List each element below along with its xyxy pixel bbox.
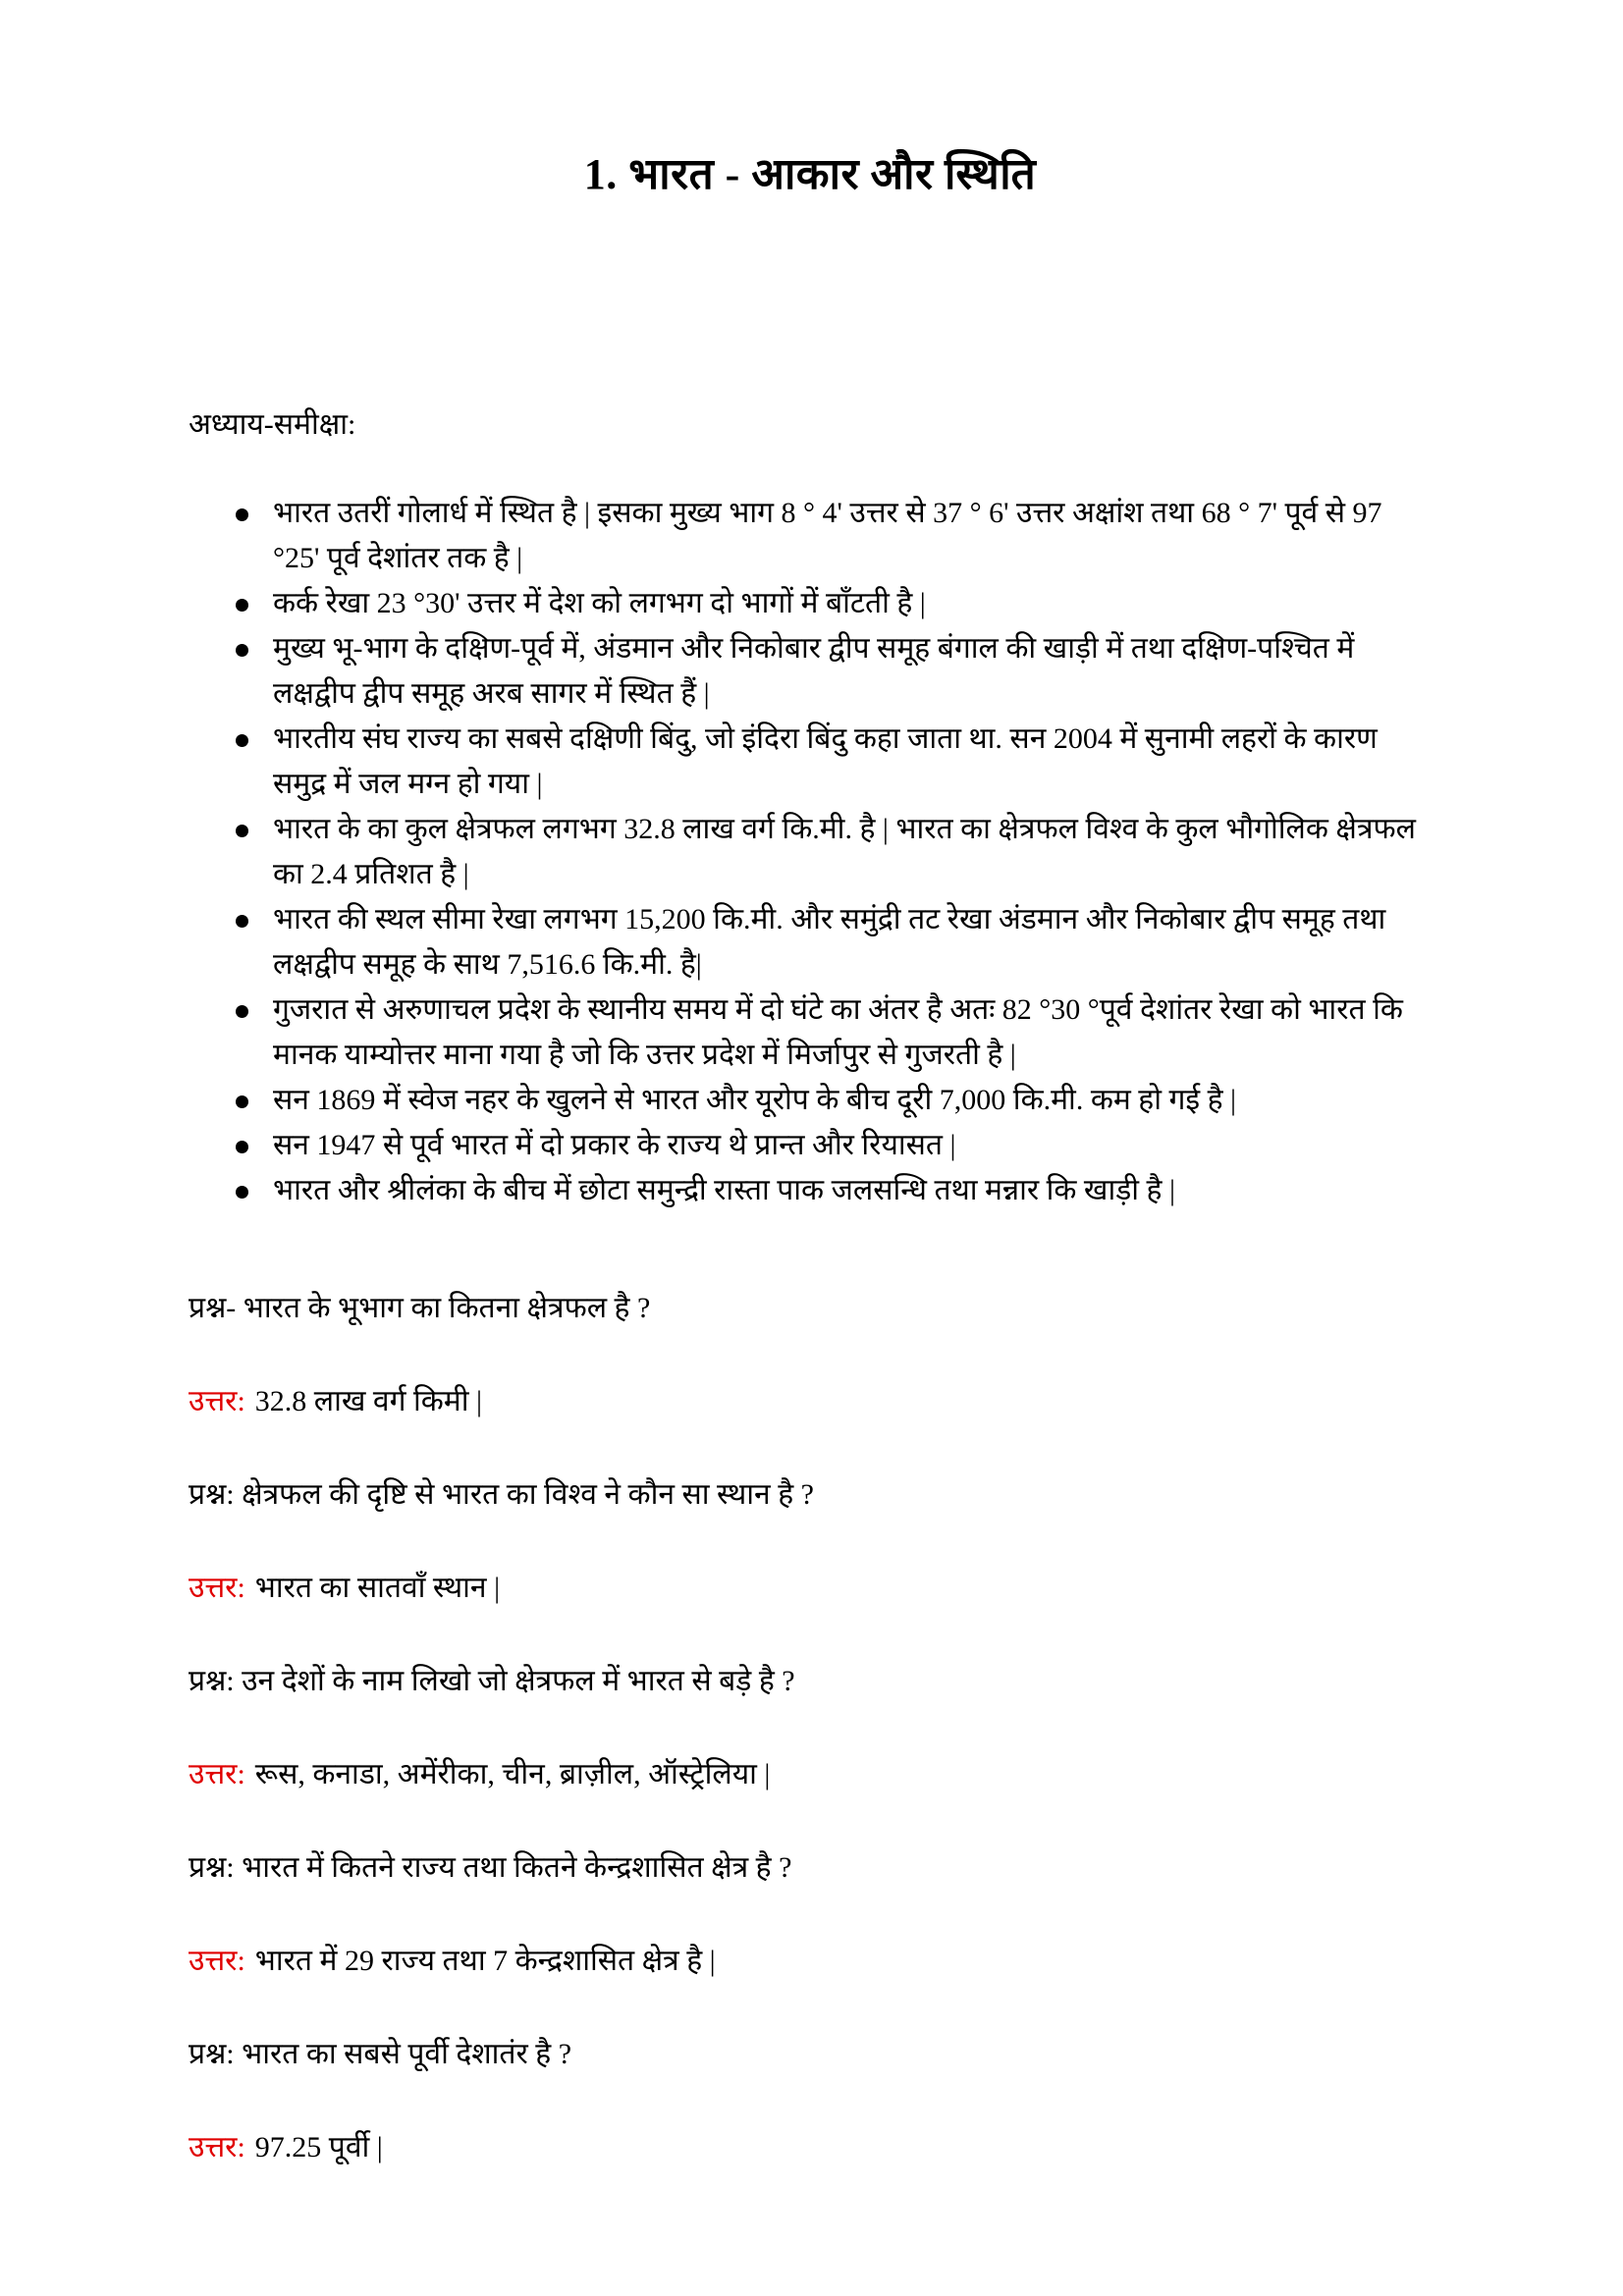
question-paragraph: प्रश्न: क्षेत्रफल की दृष्टि से भारत का विश्व ने कौन सा स्थान है ? [189, 1478, 814, 1511]
answer-text: 32.8 लाख वर्ग किमी | [254, 1385, 483, 1417]
chapter-review-list [189, 491, 1432, 1213]
question-paragraph: प्रश्न: भारत का सबसे पूर्वी देशातंर है ? [189, 2038, 572, 2070]
list-item: भारत उतरीं गोलार्ध में स्थित है | इसका मुख्य भाग 8 ° 4' उत्तर से 37 ° 6' उत्तर अक्षांश तथा 68 ° 7' पूर्व से 97 °25' पूर्व देशांतर तक है | [236, 491, 1432, 581]
answer-label: उत्तर: [189, 1758, 245, 1790]
answer-paragraph [189, 1566, 1432, 1611]
answer-text: 97.25 पूर्वी | [254, 2131, 383, 2163]
list-item: कर्क रेखा 23 °30' उत्तर में देश को लगभग दो भागों में बाँटती है | [236, 581, 1432, 626]
answer-text: भारत का सातवाँ स्थान | [254, 1572, 501, 1604]
list-item: भारत की स्थल सीमा रेखा लगभग 15,200 कि.मी. और समुंद्री तट रेखा अंडमान और निकोबार द्वीप समूह तथा लक्षद्वीप समूह के साथ 7,516.6 कि.मी. है| [236, 897, 1432, 988]
answer-label: उत्तर: [189, 1385, 245, 1417]
question-paragraph: प्रश्न: भारत में कितने राज्य तथा कितने केन्द्रशासित क्षेत्र है ? [189, 1851, 792, 1884]
question-paragraph: प्रश्न: उन देशों के नाम लिखो जो क्षेत्रफल में भारत से बड़े है ? [189, 1665, 795, 1697]
answer-paragraph [189, 1752, 1432, 1797]
answer-paragraph [189, 2125, 1432, 2170]
answer-text: रूस, कनाडा, अमेंरीका, चीन, ब्राज़ील, ऑस्ट्रेलिया | [254, 1758, 771, 1790]
list-item: मुख्य भू-भाग के दक्षिण-पूर्व में, अंडमान और निकोबार द्वीप समूह बंगाल की खाड़ी में तथा दक्षिण-पश्चित में लक्षद्वीप द्वीप समूह अरब सागर में स्थित हैं | [236, 626, 1432, 717]
list-item: गुजरात से अरुणाचल प्रदेश के स्थानीय समय में दो घंटे का अंतर है अतः 82 °30 °पूर्व देशांतर रेखा को भारत कि मानक याम्योत्तर माना गया है जो कि उत्तर प्रदेश में मिर्जापुर से गुजरती है | [236, 988, 1432, 1078]
page-title: 1. भारत - आकार और स्थिति [583, 150, 1037, 198]
answer-label: उत्तर: [189, 2131, 245, 2163]
answer-paragraph [189, 1379, 1432, 1424]
section-heading: अध्याय-समीक्षा: [189, 408, 356, 441]
answer-paragraph [189, 1939, 1432, 1984]
list-item: भारतीय संघ राज्य का सबसे दक्षिणी बिंदु, जो इंदिरा बिंदु कहा जाता था. सन 2004 में सुनामी लहरों के कारण समुद्र में जल मग्न हो गया | [236, 717, 1432, 807]
list-item: सन 1869 में स्वेज नहर के खुलने से भारत और यूरोप के बीच दूरी 7,000 कि.मी. कम हो गई है | [236, 1078, 1432, 1123]
answer-label: उत्तर: [189, 1945, 245, 1977]
list-item: सन 1947 से पूर्व भारत में दो प्रकार के राज्य थे प्रान्त और रियासत | [236, 1123, 1432, 1168]
question-paragraph: प्रश्न- भारत के भूभाग का कितना क्षेत्रफल है ? [189, 1292, 651, 1324]
answer-text: भारत में 29 राज्य तथा 7 केन्द्रशासित क्षेत्र है | [254, 1945, 716, 1977]
list-item: भारत के का कुल क्षेत्रफल लगभग 32.8 लाख वर्ग कि.मी. है | भारत का क्षेत्रफल विश्व के कुल भौगोलिक क्षेत्रफल का 2.4 प्रतिशत है | [236, 807, 1432, 897]
list-item: भारत और श्रीलंका के बीच में छोटा समुन्द्री रास्ता पाक जलसन्धि तथा मन्नार कि खाड़ी है | [236, 1168, 1432, 1213]
answer-label: उत्तर: [189, 1572, 245, 1604]
